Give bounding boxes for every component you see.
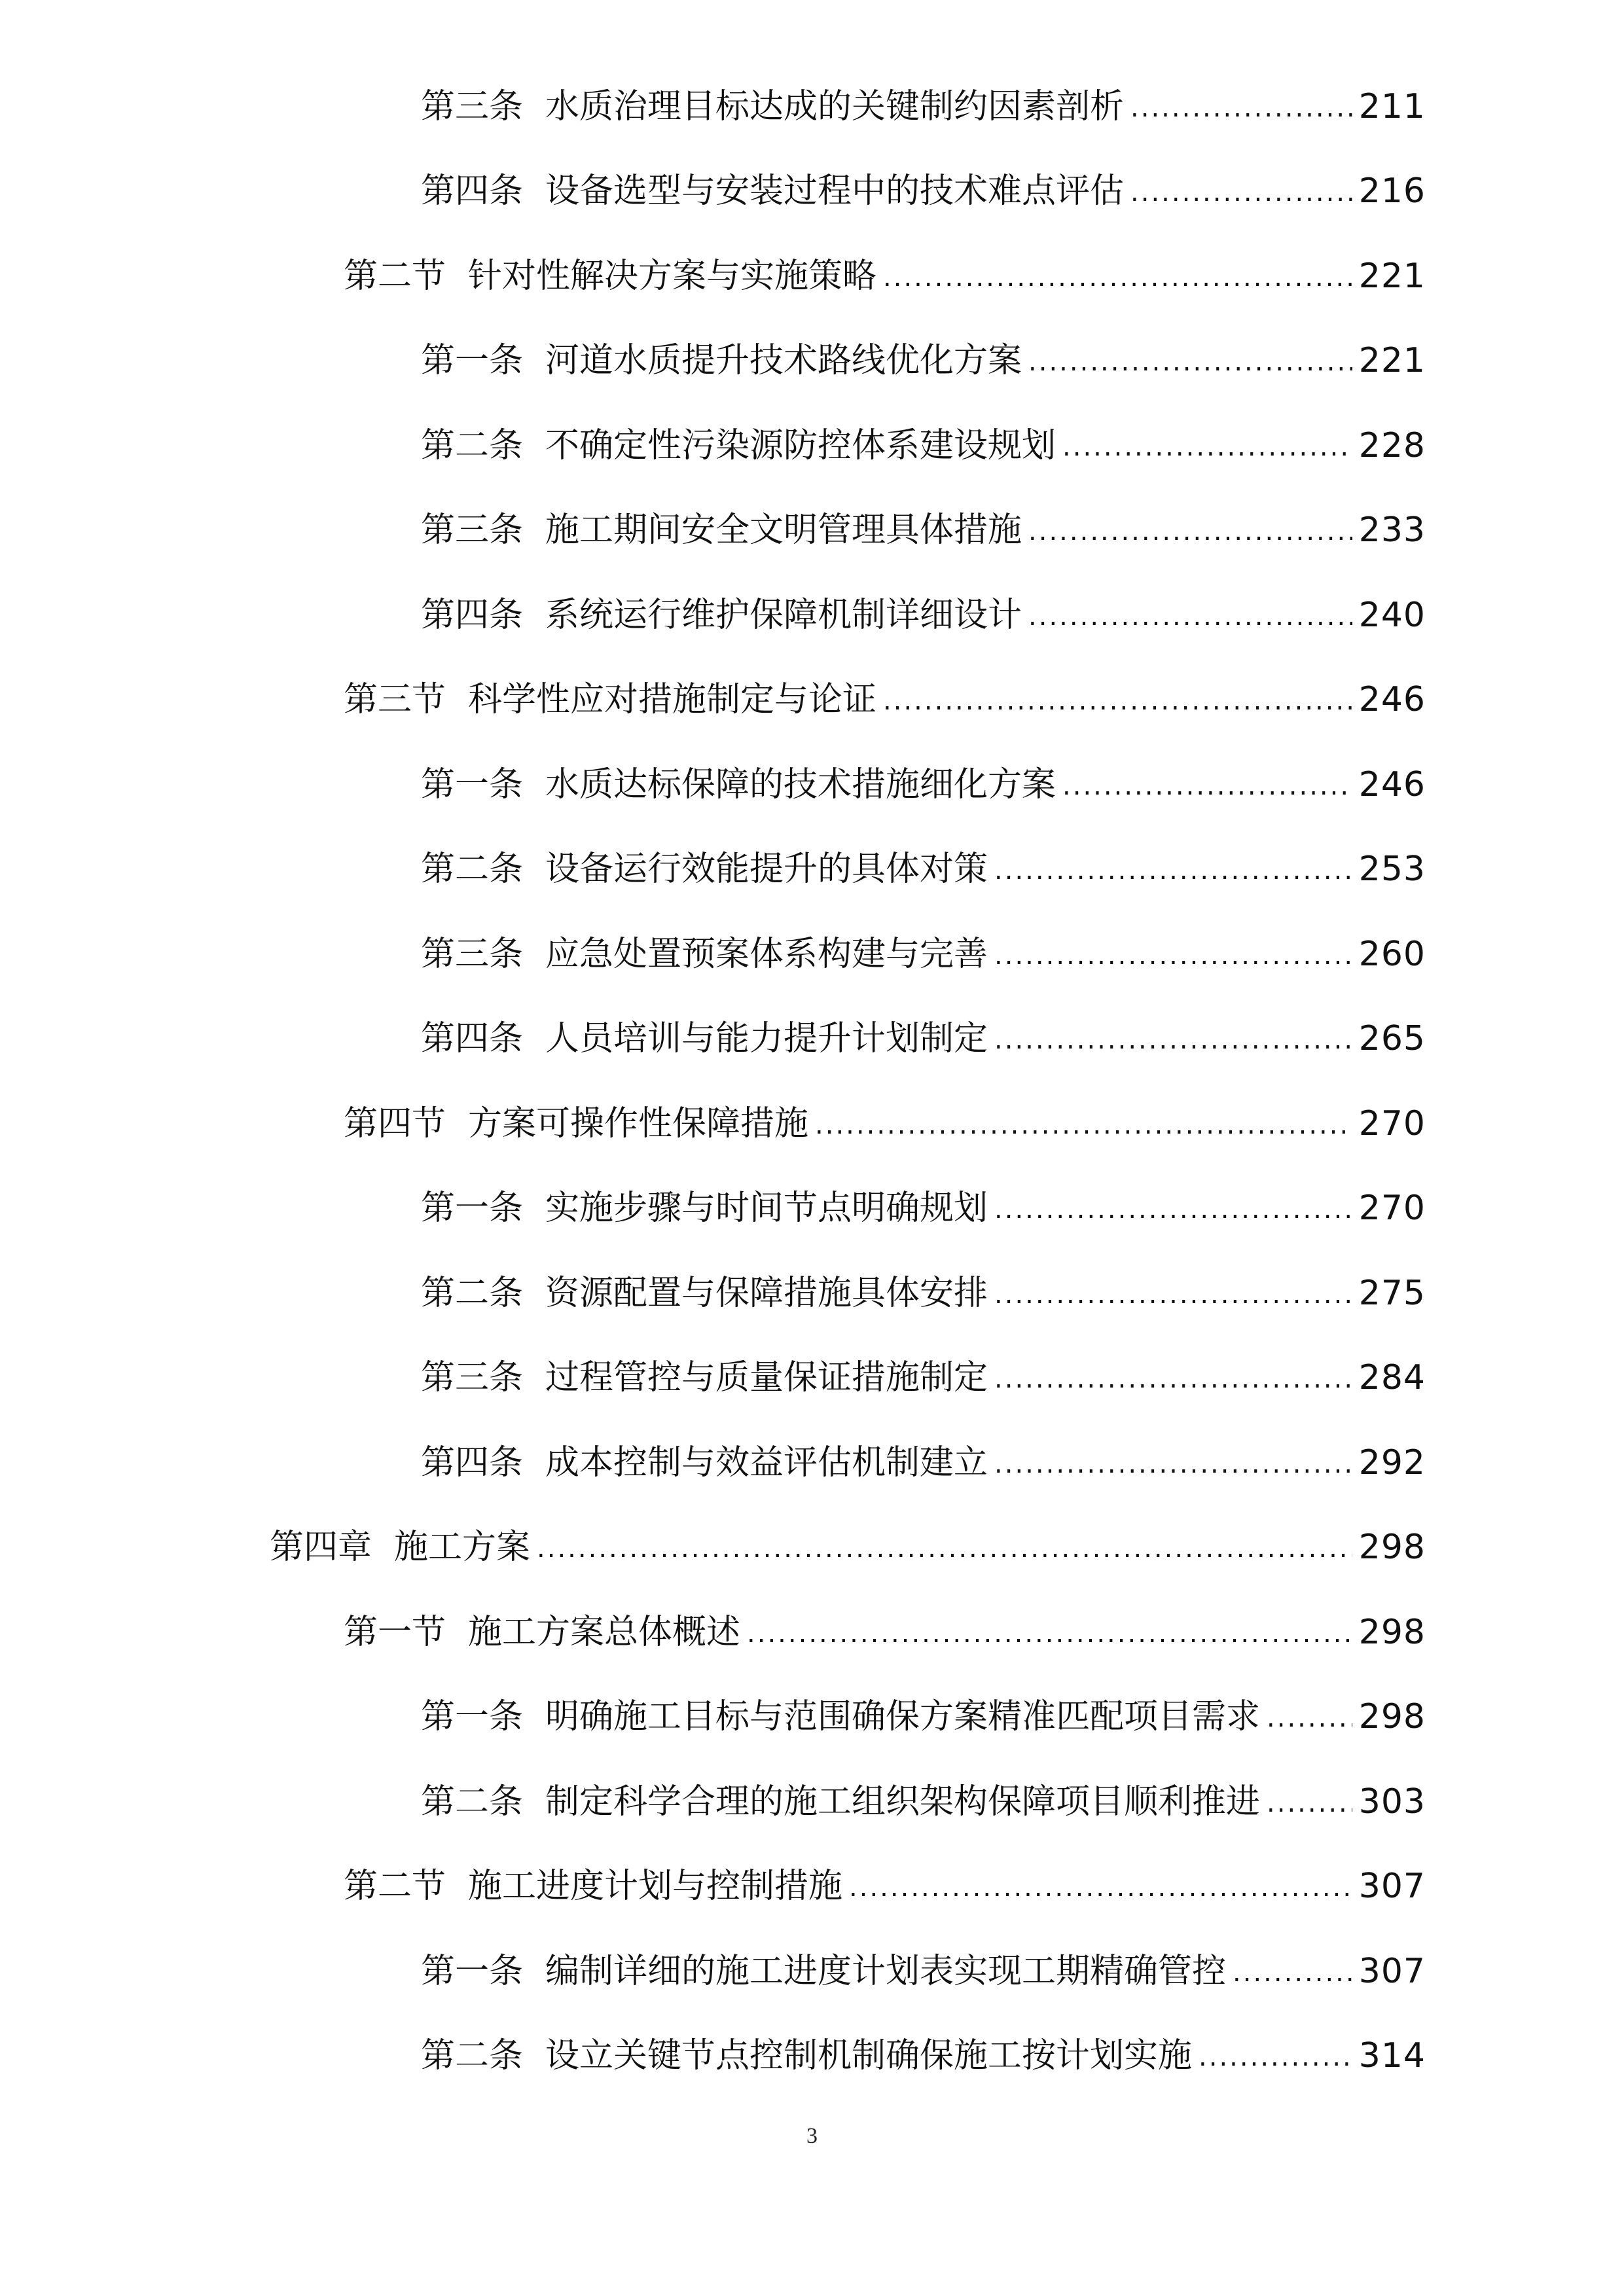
toc-entry-page-number: 228 — [1358, 425, 1426, 465]
toc-entry-title: 系统运行维护保障机制详细设计 — [545, 595, 1022, 635]
toc-dot-leader — [1233, 1954, 1352, 1988]
toc-entry-page-number: 298 — [1358, 1697, 1426, 1737]
toc-entry-prefix: 第四节 — [344, 1103, 446, 1143]
toc-entry[interactable] — [0, 488, 1624, 573]
toc-entry-prefix: 第四条 — [421, 1019, 524, 1059]
toc-entry-title: 设立关键节点控制机制确保施工按计划实施 — [545, 2036, 1193, 2076]
toc-entry-title: 针对性解决方案与实施策略 — [468, 256, 877, 296]
toc-entry[interactable] — [0, 1420, 1624, 1505]
toc-entry-page-number: 246 — [1358, 764, 1426, 804]
toc-entry-prefix: 第一节 — [344, 1612, 446, 1652]
toc-entry-prefix: 第三条 — [421, 86, 524, 126]
toc-entry-prefix: 第三节 — [344, 680, 446, 720]
toc-entry-page-number: 246 — [1358, 680, 1426, 720]
toc-entry[interactable] — [0, 1929, 1624, 2014]
toc-entry-page-number: 270 — [1358, 1103, 1426, 1143]
toc-entry[interactable] — [0, 234, 1624, 319]
toc-entry-page-number: 275 — [1358, 1273, 1426, 1313]
toc-entry-prefix: 第一条 — [421, 341, 524, 381]
toc-entry-prefix: 第二条 — [421, 425, 524, 465]
toc-entry[interactable] — [0, 1505, 1624, 1590]
toc-entry[interactable] — [0, 64, 1624, 149]
toc-entry[interactable] — [0, 658, 1624, 743]
toc-entry[interactable] — [0, 1759, 1624, 1844]
toc-entry-prefix: 第四条 — [421, 1443, 524, 1482]
toc-entry-page-number: 314 — [1358, 2036, 1426, 2076]
toc-entry[interactable] — [0, 1675, 1624, 1760]
toc-entry-page-number: 298 — [1358, 1612, 1426, 1652]
page-number: 3 — [806, 2124, 818, 2148]
toc-entry-title: 施工期间安全文明管理具体措施 — [545, 511, 1022, 550]
toc-dot-leader — [883, 259, 1352, 293]
toc-entry[interactable] — [0, 997, 1624, 1082]
toc-entry-page-number: 292 — [1358, 1443, 1426, 1482]
toc-entry-title: 制定科学合理的施工组织架构保障项目顺利推进 — [545, 1782, 1261, 1821]
toc-entry-page-number: 265 — [1358, 1019, 1426, 1059]
toc-dot-leader — [1130, 90, 1352, 124]
toc-entry-prefix: 第一条 — [421, 764, 524, 804]
toc-entry-prefix: 第三条 — [421, 1358, 524, 1398]
toc-entry-prefix: 第一条 — [421, 1189, 524, 1229]
toc-entry[interactable] — [0, 827, 1624, 912]
toc-entry-prefix: 第一条 — [421, 1697, 524, 1737]
toc-entry-title: 过程管控与质量保证措施制定 — [545, 1358, 988, 1398]
toc-entry-title: 实施步骤与时间节点明确规划 — [545, 1189, 988, 1229]
toc-entry[interactable] — [0, 149, 1624, 234]
toc-entry-page-number: 284 — [1358, 1358, 1426, 1398]
toc-entry-page-number: 307 — [1358, 1951, 1426, 1991]
toc-entry-page-number: 307 — [1358, 1867, 1426, 1907]
toc-dot-leader — [883, 683, 1352, 717]
toc-entry-prefix: 第四章 — [270, 1528, 372, 1568]
toc-entry[interactable] — [0, 1336, 1624, 1421]
toc-entry[interactable] — [0, 1166, 1624, 1251]
toc-entry-title: 不确定性污染源防控体系建设规划 — [545, 425, 1056, 465]
toc-entry-prefix: 第四条 — [421, 595, 524, 635]
toc-entry-page-number: 221 — [1358, 341, 1426, 381]
toc-entry[interactable] — [0, 1251, 1624, 1336]
toc-dot-leader — [994, 1361, 1352, 1395]
toc-entry-page-number: 240 — [1358, 595, 1426, 635]
toc-entry[interactable] — [0, 1590, 1624, 1675]
toc-entry-page-number: 216 — [1358, 171, 1426, 211]
toc-dot-leader — [537, 1530, 1352, 1564]
toc-entry-title: 科学性应对措施制定与论证 — [468, 680, 877, 720]
toc-entry-prefix: 第一条 — [421, 1951, 524, 1991]
toc-entry-page-number: 211 — [1358, 86, 1426, 126]
toc-entry-page-number: 270 — [1358, 1189, 1426, 1229]
toc-entry-page-number: 298 — [1358, 1528, 1426, 1568]
toc-dot-leader — [1267, 1785, 1352, 1819]
toc-entry-title: 水质治理目标达成的关键制约因素剖析 — [545, 86, 1125, 126]
toc-entry-page-number: 253 — [1358, 850, 1426, 889]
toc-entry-prefix: 第二条 — [421, 1782, 524, 1821]
toc-dot-leader — [994, 1191, 1352, 1225]
toc-entry-title: 施工方案 — [394, 1528, 531, 1568]
toc-entry-title: 施工进度计划与控制措施 — [468, 1867, 843, 1907]
toc-entry-page-number: 260 — [1358, 934, 1426, 974]
toc-entry-title: 人员培训与能力提升计划制定 — [545, 1019, 988, 1059]
toc-entry[interactable] — [0, 403, 1624, 488]
table-of-contents — [0, 64, 1624, 2098]
toc-entry-prefix: 第二条 — [421, 850, 524, 889]
toc-dot-leader — [1028, 598, 1352, 632]
toc-dot-leader — [1062, 429, 1352, 463]
toc-entry-prefix: 第二节 — [344, 1867, 446, 1907]
toc-entry-prefix: 第二条 — [421, 1273, 524, 1313]
toc-entry-title: 明确施工目标与范围确保方案精准匹配项目需求 — [545, 1697, 1261, 1737]
toc-entry[interactable] — [0, 2014, 1624, 2099]
toc-entry-title: 方案可操作性保障措施 — [468, 1103, 809, 1143]
toc-entry-page-number: 233 — [1358, 511, 1426, 550]
toc-entry[interactable] — [0, 1081, 1624, 1166]
toc-dot-leader — [994, 1022, 1352, 1056]
toc-dot-leader — [1199, 2039, 1352, 2073]
toc-entry[interactable] — [0, 319, 1624, 404]
toc-dot-leader — [994, 937, 1352, 971]
toc-entry[interactable] — [0, 573, 1624, 658]
toc-entry-title: 编制详细的施工进度计划表实现工期精确管控 — [545, 1951, 1227, 1991]
toc-entry-prefix: 第四条 — [421, 171, 524, 211]
toc-entry-title: 成本控制与效益评估机制建立 — [545, 1443, 988, 1482]
toc-dot-leader — [994, 852, 1352, 886]
toc-entry[interactable] — [0, 1844, 1624, 1929]
toc-dot-leader — [1062, 768, 1352, 802]
toc-entry-prefix: 第三条 — [421, 511, 524, 550]
toc-dot-leader — [1130, 174, 1352, 208]
toc-entry-title: 资源配置与保障措施具体安排 — [545, 1273, 988, 1313]
toc-entry-title: 水质达标保障的技术措施细化方案 — [545, 764, 1056, 804]
toc-dot-leader — [1028, 344, 1352, 378]
toc-entry[interactable] — [0, 742, 1624, 827]
toc-entry-title: 设备选型与安装过程中的技术难点评估 — [545, 171, 1125, 211]
toc-entry-title: 设备运行效能提升的具体对策 — [545, 850, 988, 889]
toc-dot-leader — [849, 1869, 1352, 1903]
toc-entry-page-number: 221 — [1358, 256, 1426, 296]
toc-dot-leader — [1267, 1700, 1352, 1734]
toc-entry-prefix: 第二条 — [421, 2036, 524, 2076]
toc-dot-leader — [815, 1107, 1352, 1141]
toc-entry-title: 河道水质提升技术路线优化方案 — [545, 341, 1022, 381]
toc-dot-leader — [747, 1615, 1352, 1649]
toc-entry-title: 施工方案总体概述 — [468, 1612, 741, 1652]
toc-entry-page-number: 303 — [1358, 1782, 1426, 1821]
toc-entry-prefix: 第三条 — [421, 934, 524, 974]
toc-entry-title: 应急处置预案体系构建与完善 — [545, 934, 988, 974]
toc-dot-leader — [994, 1446, 1352, 1480]
toc-dot-leader — [994, 1276, 1352, 1310]
toc-entry-prefix: 第二节 — [344, 256, 446, 296]
toc-entry[interactable] — [0, 912, 1624, 997]
toc-dot-leader — [1028, 513, 1352, 547]
